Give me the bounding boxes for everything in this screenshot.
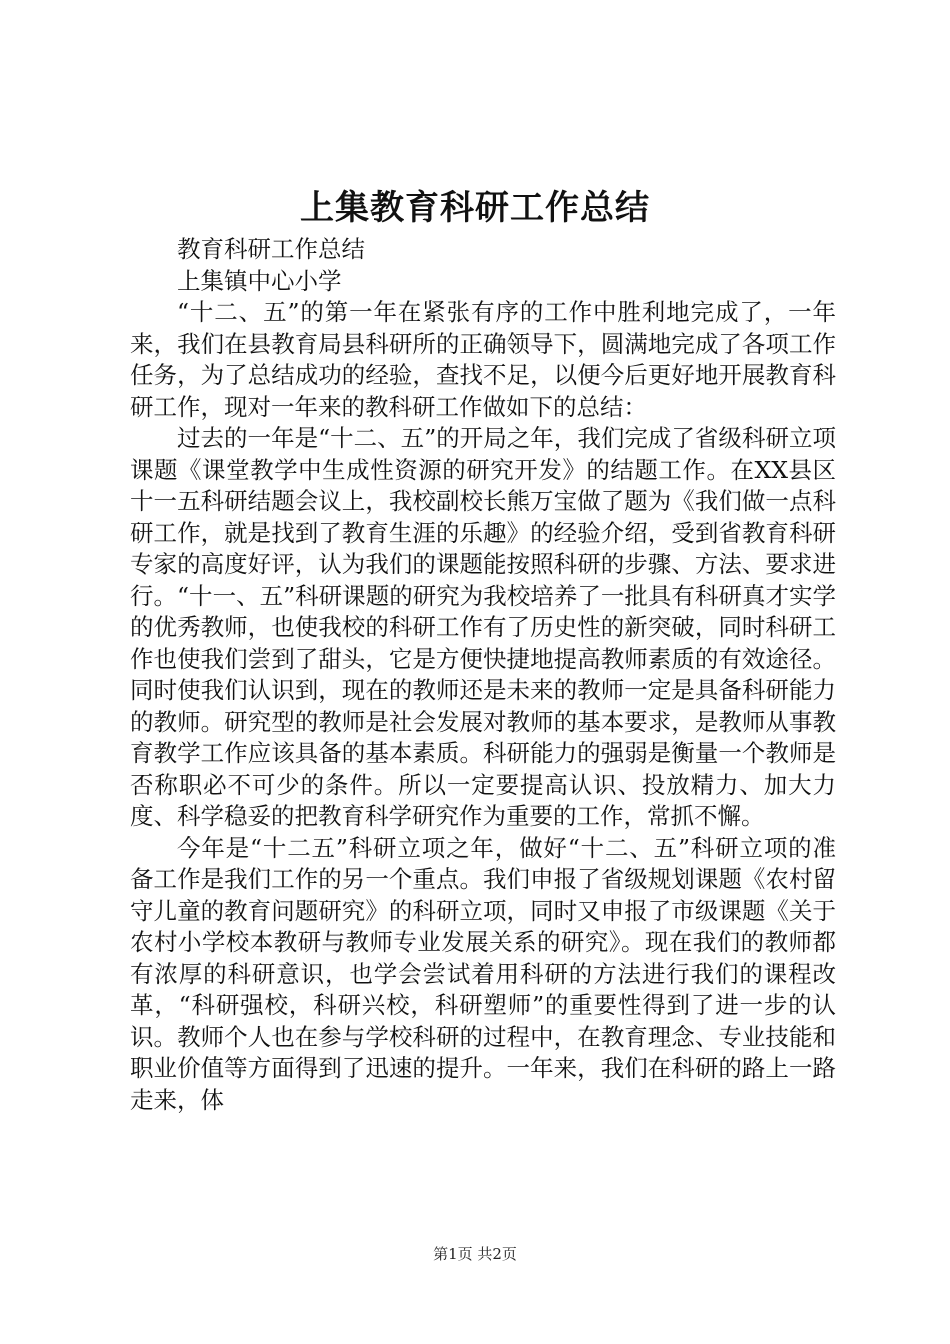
page-title: 上集教育科研工作总结: [300, 188, 650, 228]
subtitle-paragraph: 教育科研工作总结: [177, 235, 365, 263]
body-paragraph: 过去的一年是“十二、五”的开局之年，我们完成了省级科研立项课题《课堂教学中生成性资源的研究开发》的结题工作。在XX县区十一五科研结题会议上，我校副校长熊万宝做了题为《我们做一点科研工作，就是找到了教育生涯的乐趣》的经验介绍，受到省教育科研专家的高度好评，认为我们的课题能按照科研的步骤、方法、要求进行。“十一、五”科研课题的研究为我校培养了一批具有科研真才实学的优秀教师，也使我校的科研工作有了历史性的新突破，同时科研工作也使我们尝到了甜头，它是方便快捷地提高教师素质的有效途径。同时使我们认识到，现在的教师还是未来的教师一定是具备科研能力的教师。研究型的教师是社会发展对教师的基本要求，是教师从事教育教学工作应该具备的基本素质。科研能力的强弱是衡量一个教师是否称职必不可少的条件。所以一定要提高认识、投放精力、加大力度、科学稳妥的把教育科学研究作为重要的工作，常抓不懈。: [130, 424, 836, 830]
page-number-footer: 第1页 共2页: [433, 1245, 517, 1263]
body-paragraph: 今年是“十二五”科研立项之年，做好“十二、五”科研立项的准备工作是我们工作的另一个重点。我们申报了省级规划课题《农村留守儿童的教育问题研究》的科研立项，同时又申报了市级课题《关于农村小学校本教研与教师专业发展关系的研究》。现在我们的教师都有浓厚的科研意识，也学会尝试着用科研的方法进行我们的课程改革，“科研强校，科研兴校，科研塑师”的重要性得到了进一步的认识。教师个人也在参与学校科研的过程中，在教育理念、专业技能和职业价值等方面得到了迅速的提升。一年来，我们在科研的路上一路走来，体: [130, 833, 836, 1114]
document-body: [130, 234, 836, 1116]
school-name-paragraph: 上集镇中心小学: [177, 266, 342, 295]
body-paragraph: “十二、五”的第一年在紧张有序的工作中胜利地完成了，一年来，我们在县教育局县科研所的正确领导下，圆满地完成了各项工作任务，为了总结成功的经验，查找不足，以便今后更好地开展教育科研工作，现对一年来的教科研工作做如下的总结：: [130, 298, 836, 421]
